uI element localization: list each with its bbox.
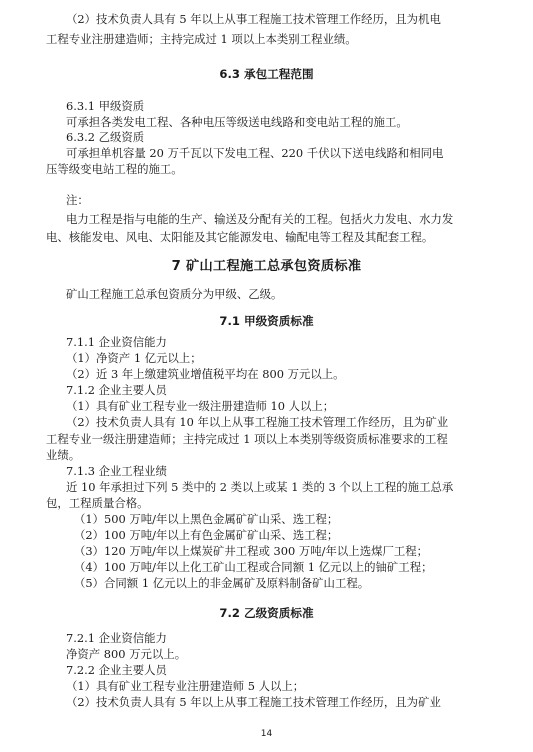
subsection-heading: 6.3.2 乙级资质 xyxy=(66,130,145,144)
text-line: 可承担单机容量 20 万千瓦以下发电工程、220 千伏以下送电线路和相同电 xyxy=(66,146,444,160)
list-item: （1）具有矿业工程专业注册建造师 5 人以上； xyxy=(66,679,305,693)
section-heading: 7.1 甲级资质标准 xyxy=(219,314,314,328)
text-line: 包，工程质量合格。 xyxy=(46,496,149,510)
text-line: 近 10 年承担过下列 5 类中的 2 类以上或某 1 类的 3 个以上工程的施工总承 xyxy=(66,480,454,494)
list-item: （2）近 3 年上缴建筑业增值税平均在 800 万元以上。 xyxy=(66,367,345,381)
list-item: （2）100 万吨/年以上有色金属矿矿山采、选工程； xyxy=(74,528,339,542)
section-heading: 6.3 承包工程范围 xyxy=(219,67,314,81)
subsection-heading: 6.3.1 甲级资质 xyxy=(66,99,145,113)
text-line: 可承担各类发电工程、各种电压等级送电线路和变电站工程的施工。 xyxy=(66,115,408,129)
text-line: 业绩。 xyxy=(46,448,81,462)
text-line: 矿山工程施工总承包资质分为甲级、乙级。 xyxy=(66,287,283,301)
list-item: （4）100 万吨/年以上化工矿山工程或合同额 1 亿元以上的铀矿工程； xyxy=(74,560,433,574)
list-item: （1）具有矿业工程专业一级注册建造师 10 人以上； xyxy=(66,399,335,413)
text-line: （2）技术负责人具有 5 年以上从事工程施工技术管理工作经历，且为机电 xyxy=(66,12,441,26)
list-item: （3）120 万吨/年以上煤炭矿井工程或 300 万吨/年以上选煤厂工程； xyxy=(74,544,429,558)
page-number: 14 xyxy=(260,729,273,739)
text-line: 电力工程是指与电能的生产、输送及分配有关的工程。包括火力发电、水力发 xyxy=(66,212,454,226)
chapter-heading: 7 矿山工程施工总承包资质标准 xyxy=(171,259,362,274)
list-item: （2）技术负责人具有 10 年以上从事工程施工技术管理工作经历，且为矿业 xyxy=(66,415,449,429)
text-line: 压等级变电站工程的施工。 xyxy=(46,162,183,176)
text-line: 工程专业注册建造师；主持完成过 1 项以上本类别工程业绩。 xyxy=(46,32,357,46)
subsection-heading: 7.2.1 企业资信能力 xyxy=(66,631,167,645)
subsection-heading: 7.1.3 企业工程业绩 xyxy=(66,464,167,478)
section-heading: 7.2 乙级资质标准 xyxy=(219,606,314,620)
list-item: （1）500 万吨/年以上黑色金属矿矿山采、选工程； xyxy=(74,512,339,526)
subsection-heading: 7.2.2 企业主要人员 xyxy=(66,663,167,677)
note-label: 注： xyxy=(66,193,89,207)
list-item: （2）技术负责人具有 5 年以上从事工程施工技术管理工作经历，且为矿业 xyxy=(66,695,441,709)
text-line: 电、核能发电、风电、太阳能及其它能源发电、输配电等工程及其配套工程。 xyxy=(46,230,434,244)
list-item: （1）净资产 1 亿元以上； xyxy=(66,351,202,365)
subsection-heading: 7.1.2 企业主要人员 xyxy=(66,383,167,397)
text-line: 工程专业一级注册建造师；主持完成过 1 项以上本类别等级资质标准要求的工程 xyxy=(46,432,448,446)
text-line: 净资产 800 万元以上。 xyxy=(66,647,187,661)
list-item: （5）合同额 1 亿元以上的非金属矿及原料制备矿山工程。 xyxy=(74,576,370,590)
subsection-heading: 7.1.1 企业资信能力 xyxy=(66,335,167,349)
